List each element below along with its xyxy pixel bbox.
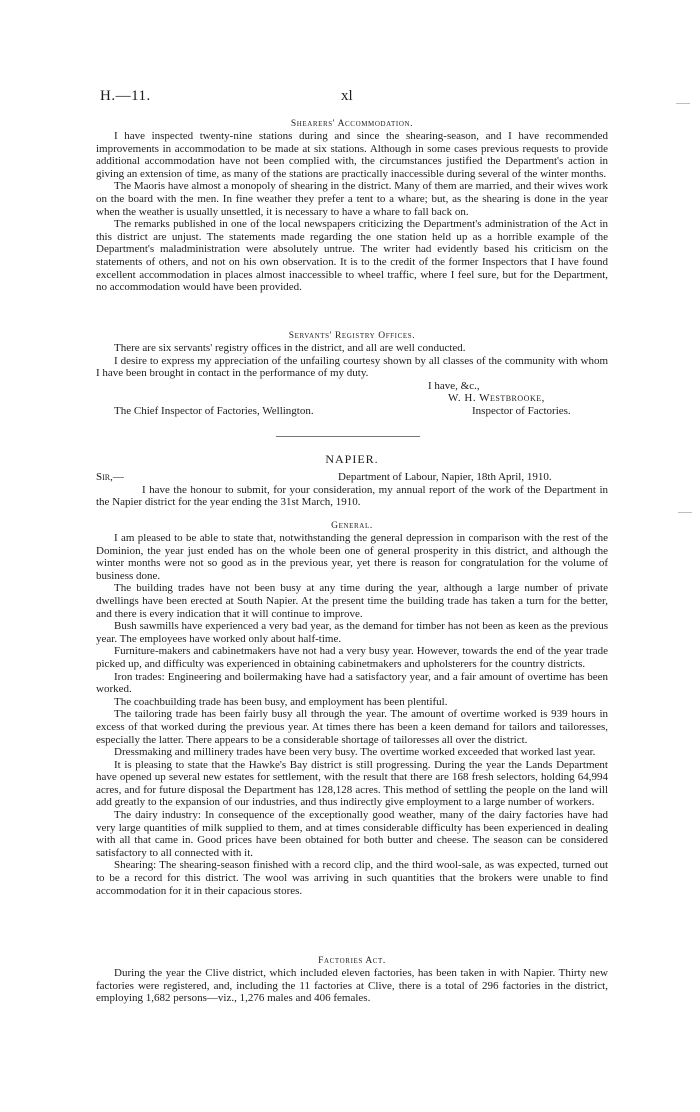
paragraph: Dressmaking and millinery trades have been very busy. The overtime worked exceeded that worked last year. — [114, 746, 596, 759]
report-reference: H.—11. — [100, 88, 151, 104]
section-divider — [276, 436, 420, 437]
napier-section — [96, 452, 608, 509]
margin-mark — [676, 103, 690, 104]
intro-paragraph: I have the honour to submit, for your consideration, my annual report of the work of the Department in the Napier district for the year ending the 31st March, 1910. — [96, 483, 608, 509]
paragraph: The remarks published in one of the local newspapers criticizing the Department's administration of the Act in this district are unjust. The statements made regarding the one station held up as a horrible example of the Department's maladministration were absolutely untrue. The writer had evidently based his criticism on the statements of others, and not on his own observation. It is to the credit of the former Inspectors that I have found excellent accommodation in places almost inaccessible to wheel traffic, where I feel sure, but for the Department, no accommodation would have been provided. — [96, 218, 608, 294]
paragraph: I am pleased to be able to state that, notwithstanding the general depression in comparison with the rest of the Dominion, the year just ended has on the whole been one of general prosperity in this district, and although the winter months were not so good as in the previous year, yet there is reason for congratulation for the volume of business done. — [96, 532, 608, 582]
paragraph: The tailoring trade has been fairly busy all through the year. The amount of overtime worked is 939 hours in excess of that worked during the previous year. At times there has been a keen demand for tailors and tailoresses, especially the latter. There appears to be a considerable shortage of tailoresses all over the district. — [96, 708, 608, 746]
section-heading: General. — [331, 521, 373, 531]
addressee: The Chief Inspector of Factories, Wellington. — [114, 404, 314, 417]
factories-section — [96, 955, 608, 1005]
registry-section — [96, 330, 608, 418]
paragraph: There are six servants' registry offices in the district, and all are well conducted. — [114, 342, 466, 354]
paragraph: The coachbuilding trade has been busy, and employment has been plentiful. — [114, 695, 448, 708]
district-heading: NAPIER. — [325, 452, 379, 466]
paragraph: The dairy industry: In consequence of the exceptionally good weather, many of the dairy factories have had very large quantities of milk supplied to them, and at times considerable difficulty has been experienced in dealing with all that came in. Good prices have been obtained for both butter and cheese. The season can be considered satisfactory to all connected with it. — [96, 809, 608, 859]
signatory: W. H. Westbrooke, — [448, 392, 545, 405]
paragraph: The Maoris have almost a monopoly of shearing in the district. Many of them are married, and their wives work on the board with the men. In fine weather they prefer a tent to a whare; but, as the shearing is done in the year when the weather is usually unsettled, it is necessary to have a whare to fall back on. — [96, 180, 608, 218]
page-number: xl — [341, 88, 353, 104]
paragraph: Iron trades: Engineering and boilermaking have had a satisfactory year, and a fair amount of overtime has been worked. — [96, 670, 608, 696]
closing: I have, &c., — [428, 379, 480, 392]
paragraph: The building trades have not been busy at any time during the year, although a large number of private dwellings have been erected at South Napier. At the present time the building trade has taken a turn for the better, and there is every indication that it will continue to improve. — [96, 582, 608, 620]
section-heading: Shearers' Accommodation. — [290, 119, 414, 129]
section-heading: Servants' Registry Offices. — [288, 331, 416, 341]
shearers-section — [96, 118, 608, 294]
signatory-title: Inspector of Factories. — [472, 404, 571, 417]
margin-mark — [678, 512, 692, 513]
paragraph: Bush sawmills have experienced a very bad year, as the demand for timber has not been as keen as the previous year. The employees have worked only about half-time. — [96, 620, 608, 645]
section-heading: Factories Act. — [318, 956, 386, 966]
dateline: Department of Labour, Napier, 18th April, 1910. — [338, 471, 552, 483]
general-section — [96, 520, 608, 897]
paragraph: I desire to express my appreciation of the unfailing courtesy shown by all classes of the community with whom I have been brought in contact in the performance of my duty. — [96, 354, 608, 380]
salutation: Sir,— — [96, 471, 124, 483]
paragraph: I have inspected twenty-nine stations during and since the shearing-season, and I have recommended improvements in accommodation to be made at six stations. Although in some cases previous requests to provide additional accommodation have not been complied with, the circumstances justified the Department's action in giving an extension of time, as many of the stations are practically inaccessible during several of the winter months. — [96, 130, 608, 180]
paragraph: During the year the Clive district, which included eleven factories, has been taken in with Napier. Thirty new factories were registered, and, including the 11 factories at Clive, there is a total of 296 factories in the district, employing 1,682 persons—viz., 1,276 males and 406 females. — [96, 967, 608, 1005]
paragraph: Furniture-makers and cabinetmakers have not had a very busy year. However, towards the end of the year trade picked up, and difficulty was experienced in obtaining cabinetmakers and upholsterers for the country districts. — [96, 645, 608, 670]
paragraph: It is pleasing to state that the Hawke's Bay district is still progressing. During the year the Lands Department have opened up several new estates for settlement, with the result that there are 168 fresh selectors, holding 64,994 acres, and for future disposal the Department has 128,128 acres. This method of settling the people on the land will add greatly to the expansion of our industries, and thus indirectly give employment to a large number of workers. — [96, 758, 608, 809]
paragraph: Shearing: The shearing-season finished with a record clip, and the third wool-sale, as was expected, turned out to be a record for this district. The wool was arriving in such quantities that the brokers were unable to find accommodation for it in their capacious stores. — [96, 859, 608, 897]
